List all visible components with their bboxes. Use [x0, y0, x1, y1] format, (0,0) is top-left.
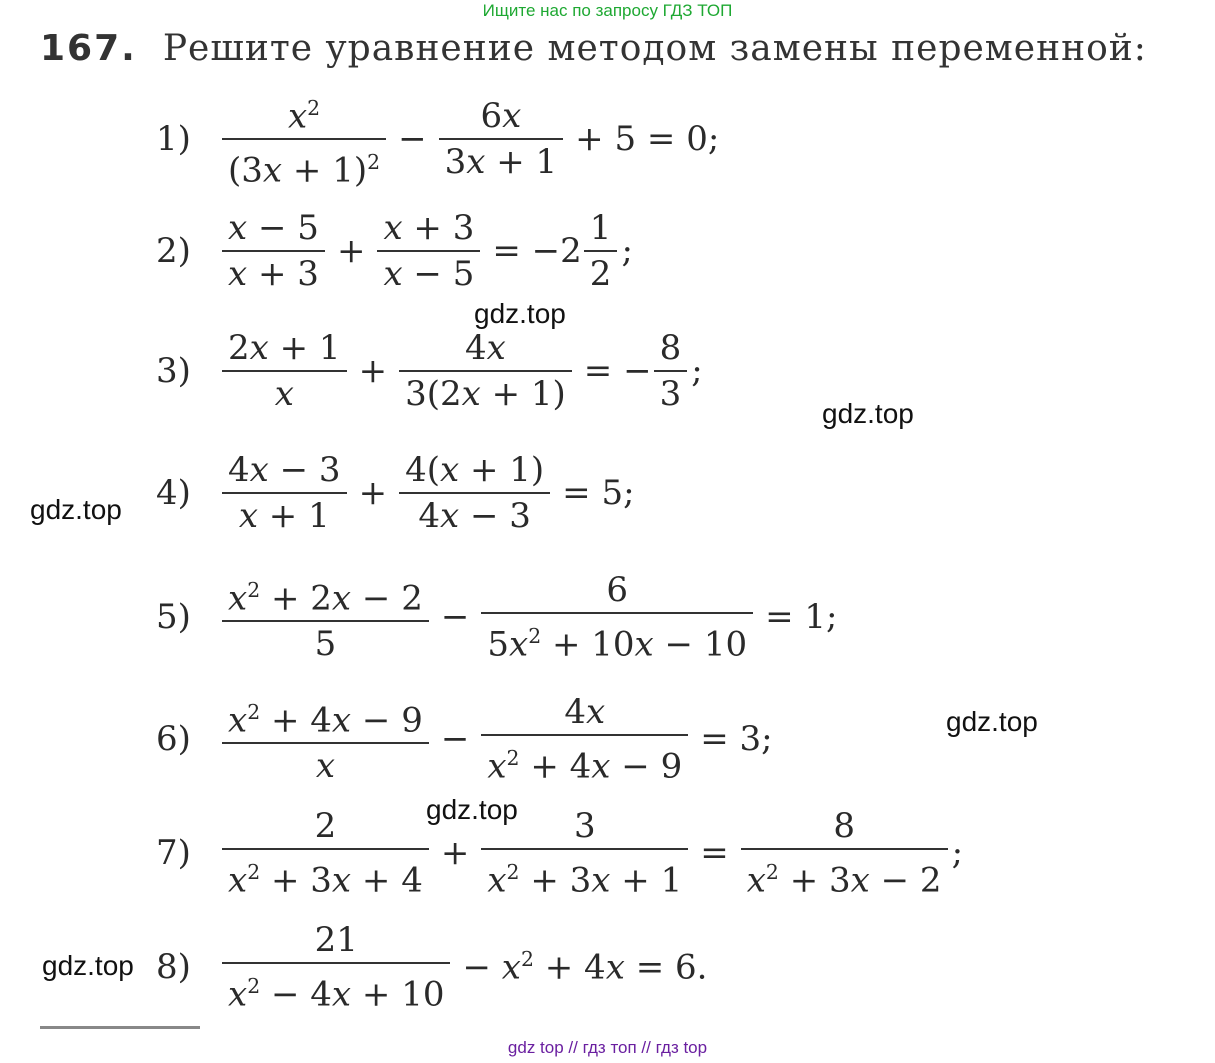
fraction: $\frac{21}{x^2 - 4x + 10}$: [222, 918, 450, 1016]
equation-label: 4): [156, 473, 191, 513]
equation-label: 6): [156, 719, 191, 760]
fraction: $\frac{3}{x^2 + 3x + 1}$: [481, 804, 688, 902]
equation-label: 2): [156, 231, 191, 271]
fraction: $\frac{x^2}{(3x + 1)^2}$: [222, 86, 386, 193]
top-banner[interactable]: Ищите нас по запросу ГДЗ ТОП: [482, 1, 733, 20]
equation-label: 8): [156, 947, 191, 988]
fraction: $\frac{4x}{x^2 + 4x - 9}$: [481, 690, 688, 788]
fraction: $\frac{1}{2}$: [584, 206, 618, 296]
equation-7: 7) $\frac{2}{x^2 + 3x + 4}$ + $\frac{3}{x^2 + 3x + 1}$ = $\frac{8}{x^2 + 3x - 2}$ ;: [156, 806, 964, 901]
problem-statement: Решите уравнение методом замены переменной:: [162, 28, 1147, 69]
equation-label: 3): [156, 351, 191, 391]
fraction: $\frac{x^2 + 4x - 9}{x}$: [222, 690, 429, 788]
watermark: gdz.top: [946, 706, 1038, 737]
fraction: $\frac{4x}{3(2x + 1)}$: [399, 326, 572, 416]
equation-6: 6) $\frac{x^2 + 4x - 9}{x}$ − $\frac{4x}{x^2 + 4x - 9}$ = 3;: [156, 692, 773, 787]
equation-label: 1): [156, 119, 191, 160]
watermark: gdz.top: [42, 950, 134, 981]
fraction: $\frac{6x}{3x + 1}$: [439, 94, 564, 184]
fraction: $\frac{8}{x^2 + 3x - 2}$: [741, 804, 948, 902]
equation-5: 5) $\frac{x^2 + 2x - 2}{5}$ − $\frac{6}{5x^2 + 10x - 10}$ = 1;: [156, 570, 838, 665]
equation-label: 7): [156, 833, 191, 874]
watermark: gdz.top: [426, 794, 518, 825]
fraction: $\frac{4x - 3}{x + 1}$: [222, 448, 347, 538]
fraction: $\frac{2}{x^2 + 3x + 4}$: [222, 804, 429, 902]
equation-label: 5): [156, 597, 191, 638]
fraction: $\frac{2x + 1}{x}$: [222, 326, 347, 416]
fraction: $\frac{8}{3}$: [654, 326, 688, 416]
watermark: gdz.top: [822, 398, 914, 429]
equation-4: 4) $\frac{4x - 3}{x + 1}$ + $\frac{4(x + 1)}{4x - 3}$ = 5;: [156, 450, 635, 536]
problem-header: [40, 28, 1147, 69]
fraction: $\frac{x + 3}{x - 5}$: [377, 206, 480, 296]
cropped-next-line: [40, 1026, 200, 1037]
watermark: gdz.top: [474, 298, 566, 329]
fraction: $\frac{x - 5}{x + 3}$: [222, 206, 325, 296]
equation-2: 2) $\frac{x - 5}{x + 3}$ + $\frac{x + 3}{x - 5}$ = −2 $\frac{1}{2}$ ;: [156, 208, 633, 294]
fraction: $\frac{6}{5x^2 + 10x - 10}$: [481, 568, 753, 666]
problem-number: 167.: [40, 28, 137, 69]
equation-1: 1) $\frac{x^2}{(3x + 1)^2}$ − $\frac{6x}{3x + 1}$ + 5 = 0;: [156, 86, 727, 193]
fraction: $\frac{4(x + 1)}{4x - 3}$: [399, 448, 550, 538]
watermark: gdz.top: [30, 494, 122, 525]
fraction: $\frac{x^2 + 2x - 2}{5}$: [222, 568, 429, 666]
bottom-banner[interactable]: gdz top // гдз топ // гдз top: [507, 1038, 708, 1057]
equation-8: 8) $\frac{21}{x^2 - 4x + 10}$ − $x^2 + 4x = 6$.: [156, 920, 708, 1015]
equation-3: 3) $\frac{2x + 1}{x}$ + $\frac{4x}{3(2x + 1)}$ = − $\frac{8}{3}$ ;: [156, 328, 703, 414]
